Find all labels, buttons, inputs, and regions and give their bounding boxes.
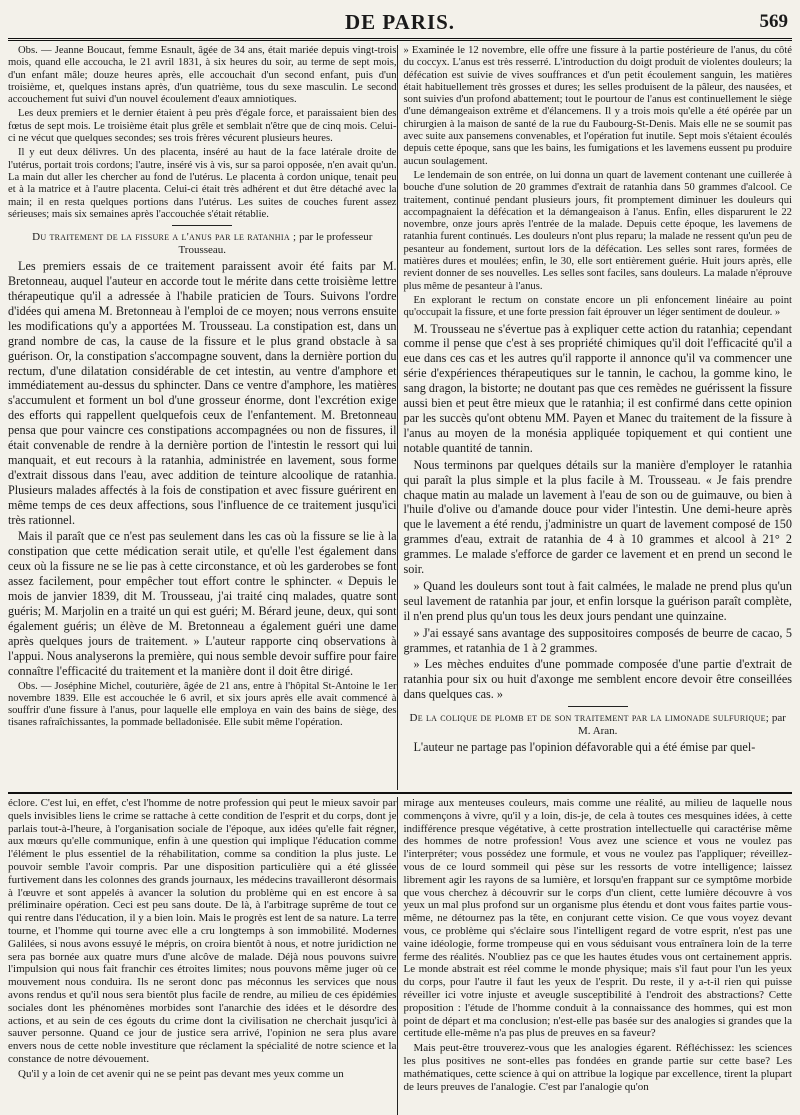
feuilleton-paragraph: éclore. C'est lui, en effet, c'est l'homme de notre profession qui peut le mieux savoir par quels invisibles liens le crime se rattache à cette condition de l'esprit et du corps, dont je parlais tout-à-l'heure, à l'organisation sociale de l'époque, aux idées qu'elle fait régner, aux mœurs qu'elle communique, enfin à une question qui implique l'éducation comme l'élément le plus essentiel de la réhabilitation, comme sa condition la plus juste. Le pouvoir semble l'avoir compris. Par une disposition particulière qui a été glissée furtivement dans les colonnes des grands journaux, les médecins travailleront désormais à l'œuvre et sont appelés à avancer la solution du problème qui en est encore à sa préliminaire opération. Ceci est peu sans doute. De là, à l'arbitrage suprême de tout ce qui rentre dans l'éducation, il y a bien loin. Mais le progrès est lent de sa nature. La terre tourne, et l'homme qui tourne avec elle a cru longtemps à son immobilité. Modernes Galilées, si nous avons essuyé le mépris, on croira bientôt à nous, et notre juridiction ne sera pas bornée aux quatre murs d'une alcôve de malade. Déjà nous pouvons suivre l'impulsion qui nous fait franchir ces étroites limites; nous pouvons même juger où ce mouvement nous conduira. Ils ne seront donc pas méconnus les services que nous avons rendus et qu'il nous sera bientôt plus facile de rendre, au milieu de ces épidémies sociales dont les phénomènes morbides sont l'anarchie des idées et le désordre des actions, et au sein de ces égouts du crime dont la civilisation ne cherchait jusqu'ici à sauver personne. Quand ce jour de justice sera arrivé, l'opinion ne sera plus avare envers nous de cette noble investiture que réclament la spécialité de notre science et la constance de notre dévouement.: [8, 797, 397, 1065]
observation-paragraph: Le lendemain de son entrée, on lui donna un quart de lavement contenant une cuillerée à bouche d'une solution de 20 grammes d'extrait de ratanhia dans 50 grammes d'alcool. Ce traitement, continué pendant plusieurs jours, fit promptement diminuer les douleurs qui accompagnaient la défécation et la démangeaison à l'anus. Enfin, elles disparurent le 22 novembre, onze jours après l'entrée de la malade. Depuis cette époque, les lavemens de ratanhia furent continués. Les douleurs n'ont plus reparu; la malade ne ressent qu'un peu de pesanteur au fondement, surtout lors de la défécation. Les selles sont rares, formées de matières dures et moulées; enfin, le 30, elle sort entièrement guérie. Huit jours après, elle revient donner de ses nouvelles. Les selles sont faciles, sans douleurs. La malade n'éprouve plus même de pesanteur à l'anus.: [403, 169, 792, 292]
section-title: [8, 231, 397, 256]
article-paragraph: » Quand les douleurs sont tout à fait calmées, le malade ne prend plus qu'un seul lavement de ratanhia par jour, et enfin lorsque la guérison paraît complète, il n'en prend plus qu'un tous les deux jours pendant une quinzaine.: [403, 578, 792, 623]
section-title-main: Du traitement de la fissure a l'anus par le ratanhia ;: [32, 231, 297, 244]
section-title: [403, 712, 792, 737]
article-paragraph: Nous terminons par quelques détails sur la manière d'employer le ratanhia qui paraît la plus simple et la plus facile à M. Trousseau. « Je fais prendre chaque matin au malade un lavement à l'eau de son ou de guimauve, ou bien à l'huile d'olive ou d'amande douce pour vider l'intestin. Une demi-heure après que le lavement a été rendu, j'administre un quart de lavement composé de 150 grammes d'eau, extrait de ratanhia de 4 à 10 grammes et alcool à 21° 2 grammes. Le malade s'efforce de garder ce lavement et en prend un second le soir.: [403, 457, 792, 577]
feuilleton-rule: [8, 792, 792, 794]
column-rule: [397, 45, 398, 790]
page-header: [8, 10, 792, 41]
article-paragraph: L'auteur ne partage pas l'opinion défavorable qui a été émise par quel-: [413, 740, 756, 755]
section-title-author: par le professeur Trousseau.: [178, 231, 373, 256]
article-paragraph: Mais il paraît que ce n'est pas seulement dans les cas où la fissure se lie à la constipation que cette médication serait utile, et qu'elle l'est également dans ceux où la fissure ne se lie pas à cette circonstance, et où les garderobes se font assez facilement, pour empêcher tout effort contre le sphincter. « Depuis le mois de janvier 1839, dit M. Trousseau, j'ai traité cinq malades, quatre sont guéris; M. Marjolin en a traité un qui est guéri; M. Bérard jeune, deux, qui sont également guéris; un élève de M. Bretonneau a également guéri une dame après quelques jours de traitement. » L'auteur rapporte cinq observations à l'appui. Nous analyserons la première, qui nous semble devoir suffire pour faire connaître l'efficacité du traitement et la manière dont il doit être dirigé.: [8, 529, 397, 678]
divider: [568, 706, 628, 707]
upper-right-column: [403, 45, 792, 790]
feuilleton-paragraph: mirage aux menteuses couleurs, mais comme une réalité, au milieu de laquelle nous commençons à vivre, qu'il y a loin, dis-je, de cela à toutes ces mesquines idées, à cette indifférence presque végétative, à cette prostration intellectuelle qui caractérise même des hommes de notre profession! Vous avez une science et vous ne voulez pas l'interpréter; vous possédez une formule, et vous ne voulez pas l'appliquer; réveillez-vous de ce lourd sommeil qui pèse sur les ressorts de votre intelligence; laissez librement agir les rayons de sa lumière, et lorsqu'en frappant sur ce symptôme morbide que vous cherchez à découvrir sur le corps d'un client, cette lumière découvre à vos yeux un mal plus profond sur un organisme plus étendu et dont vous faites partie vous-même, ne détournez pas la tête, en conjurant cette vision. Ce que vous voyez devant vous, ce problème qui s'éclaire sous l'intelligent regard de votre esprit, n'est pas une vaine idéologie, forme trompeuse qui en vous séduisant vous entraînera loin de la terre ferme des réalités. N'oubliez pas ce que les hautes études vous ont certainement appris. Le monde abstrait est réel comme le monde physique; mais s'il faut pour l'un les yeux du corps, pour l'autre il faut les yeux de l'esprit. Du reste, il y a-t-il rien qui puisse réveiller ici votre injuste et aveugle susceptibilité à l'endroit des abstractions? Cette proposition : l'étude de l'homme conduit à la connaissance des hommes, qui est mon point de départ et ma conclusion; n'est-elle pas basée sur des analogies si grandes que la certitude elle-même n'a pas plus de preuves en sa faveur?: [403, 797, 792, 1040]
observation-paragraph: » Examinée le 12 novembre, elle offre une fissure à la partie postérieure de l'anus, du côté du coccyx. L'anus est très resserré. L'introduction du doigt produit de violentes douleurs; la défécation est suivie de vives souffrances et d'un petit écoulement sanguin, les matières était habituellement très grosses et dures; les selles produisent de la pâleur, des nausées, et sont suivies d'un profond abattement; tout le pourtour de l'anus est continuellement le siège d'une démangeaison extrême et d'élancemens. Il y a trois mois qu'elle a été opérée par un chirurgien à la maison de santé de la rue du Faubourg-St-Denis. Mais elle ne se soumit pas avec suite aux pansemens convenables, et l'opération fut inutile. Sept mois s'étaient écoulés depuis cette époque, sans que les bains, les fumigations et les lavemens eussent pu produire aucun soulagement.: [403, 45, 792, 167]
section-title-author: par M. Aran.: [578, 712, 786, 737]
column-rule: [397, 797, 398, 1115]
feuilleton-paragraph: Qu'il y a loin de cet avenir qui ne se peint pas devant mes yeux comme un: [18, 1067, 344, 1080]
section-title-main: De la colique de plomb et de son traitement par la limonade sulfurique;: [409, 712, 770, 725]
article-paragraph: M. Trousseau ne s'évertue pas à expliquer cette action du ratanhia; cependant comme il pense que c'est à ses propriété chimiques qu'il doit l'efficacité qu'il a eue dans ces cas et les autres qu'il rapporte il annonce qu'il va commencer une série d'expériences thérapeutiques sur le tannin, le cachou, la gomme kino, le sang dragon, la bistorte; ne doutant pas que ces remèdes ne guérissent la fissure aussi bien et peut être mieux que le ratanhia; il est confirmé dans cette opinion par les succès qu'ont obtenu MM. Payen et Manec du traitement de la fissure à l'anus au moyen de la monésia appliquée topiquement et qui contient une notable quantité de tannin.: [403, 321, 792, 455]
feuilleton-paragraph: Mais peut-être trouverez-vous que les analogies égarent. Réfléchissez: les sciences les plus positives ne sont-elles pas fondées en grande partie sur cette base? Les mathématiques, cette science à qui on attribue la logique par excellence, tirent la plupart de leurs preuves de l'analogie. C'est par l'analogie qu'on: [403, 1042, 792, 1093]
lower-right-column: [403, 797, 792, 1115]
observation-paragraph: Il y eut deux délivres. Un des placenta, inséré au haut de la face latérale droite de l'utérus, portait trois cordons; l'autre, inséré vis à vis, sur sa paroi opposée, n'en avait qu'un. La main dut aller les chercher au fond de l'utérus. Le placenta à cordon unique, tenait peu et à la matrice et à l'autre placenta. Celui-ci était très adhérent et dut être détaché avec la main; il en resta quelques portions dans l'utérus. Les suites de couches furent assez sérieuses; mais six semaines après l'accouchée s'était rétablie.: [8, 147, 397, 220]
observation-paragraph: En explorant le rectum on constate encore un pli enfoncement linéaire au point qu'occupait la fissure, et une forte pression fait éprouver un léger sentiment de douleur. »: [403, 294, 792, 319]
observation-paragraph: Les deux premiers et le dernier étaient à peu près d'égale force, et paraissaient bien des fœtus de sept mois. Le troisième était plus grêle et semblait n'être que de cinq mois. Celui-ci ne vécut que quelques secondes; ses trois frères vécurent plusieurs heures.: [8, 108, 397, 145]
article-paragraph: » Les mèches enduites d'une pommade composée d'une partie d'extrait de ratanhia pour six ou huit d'axonge me semblent encore devoir être conseillées dans quelques cas. »: [403, 657, 792, 702]
article-paragraph: Les premiers essais de ce traitement paraissent avoir été faits par M. Bretonneau, auquel l'auteur en accorde tout le mérite dans cette troisième lettre thérapeutique qu'il a adressée à l'habile praticien de Tours. Suivons l'ordre d'idées qui amena M. Bretonneau à l'emploi de ce moyen; nous verrons ensuite les modifications qu'y a apportées M. Trousseau. La constipation est, dans un grand nombre de cas, la cause de la fissure et le plus grand obstacle à sa guérison. Or, la constipation s'accompagne souvent, dans la dernière portion du rectum, d'une dilatation considérable de cet intestin, au ventre d'amphore et immédiatement au-dessus du sphincter. Dans ce ventre d'amphore, les matières s'accumulent et forment un bol d'une grosseur énorme, dont l'excrétion exige des efforts qui rappellent quelquefois ceux de l'enfantement. M. Bretonneau pensa que pour vaincre ces constipations accompagnées ou non de fissures, il était convenable de rendre à la dernière portion de l'intestin le ressort qui lui manquait, et eut recours à la ratanhia, administrée en lavement, sous forme d'extrait dissous dans l'eau, avec addition de teinture alcoolique de ratanhia. Plusieurs malades affectés à la fois de constipation et avec fissure guérirent en même temps de ces deux affections, sous l'influence de ce traitement jusqu'ici très rationnel.: [8, 259, 397, 527]
observation-paragraph: Obs. — Jeanne Boucaut, femme Esnault, âgée de 34 ans, était mariée depuis vingt-trois mois, quand elle accoucha, le 21 avril 1831, à six heures du soir, au terme de sept mois, d'un enfant mâle; douze heures après, elle accouchait d'un second enfant, puis d'un troisième, et, quelques instans après, d'un quatrième, tous du sexe masculin. Le second accouchement fut suivi d'un nouvel écoulement d'eaux amniotiques.: [8, 45, 397, 106]
upper-section: [8, 45, 792, 790]
observation-paragraph: Obs. — Joséphine Michel, couturière, âgée de 21 ans, entre à l'hôpital St-Antoine le 1er novembre 1839. Elle est accouchée le 6 avril, et six jours après elle avait commencé à souffrir d'une fissure à l'anus, pour laquelle elle employa en vain des bains de siège, des tisanes rafraîchissantes, la pommade belladonisée. Elle subit même l'opération.: [8, 680, 397, 729]
page-title: DE PARIS.: [344, 10, 456, 34]
lower-left-column: [8, 797, 397, 1115]
upper-left-column: [8, 45, 397, 790]
article-paragraph: » J'ai essayé sans avantage des suppositoires composés de beurre de cacao, 5 grammes, et ratanhia de 1 à 2 grammes.: [403, 625, 792, 655]
page-number: 569: [759, 11, 788, 32]
lower-section: [8, 797, 792, 1115]
divider: [172, 225, 232, 226]
